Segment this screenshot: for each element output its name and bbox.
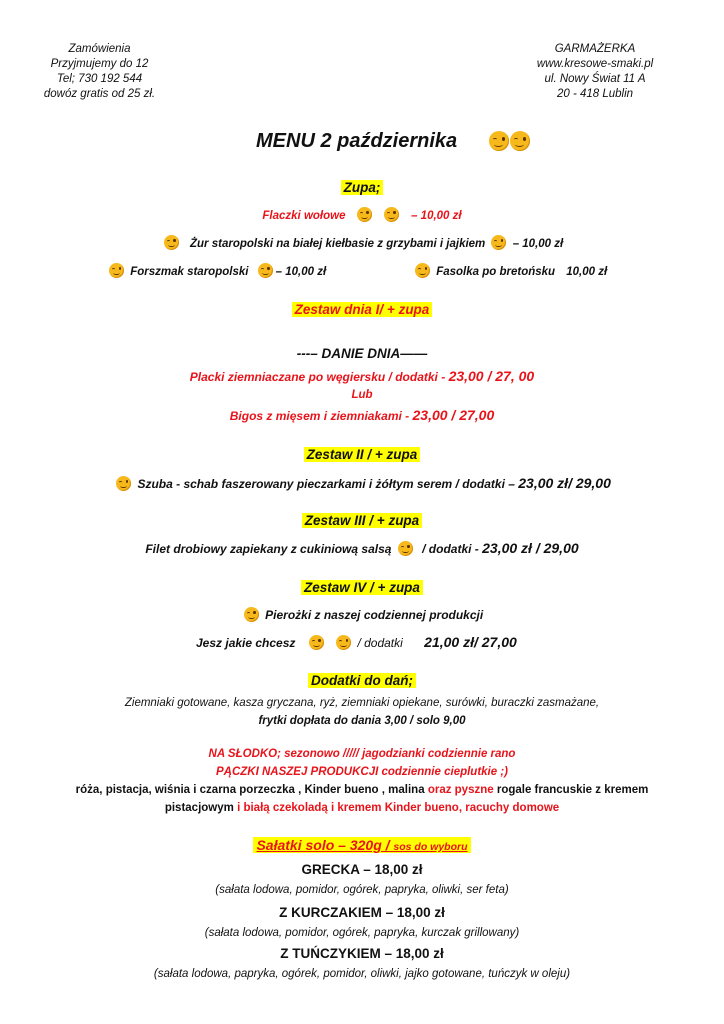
sweets-line1: NA SŁODKO; sezonowo ///// jagodzianki codziennie rano [208,748,516,760]
dish-price: 23,00 zł/ 29,00 [518,475,611,491]
set4-heading-row [0,580,724,595]
sweets-text: pistacjowym [164,802,234,814]
dish-price: 23,00 / 27,00 [412,407,495,423]
salads-heading-text: Sałatki solo – 320g / [256,837,390,853]
wink-emoji-icon [489,131,509,151]
wink-emoji-icon [398,541,413,556]
soup-item-name: Forszmak staropolski [130,266,249,278]
wink-emoji-icon [491,235,506,250]
dish-name: Szuba - schab faszerowany pieczarkami i żółtym serem / dodatki – [137,477,515,491]
dish-price: 23,00 zł / 29,00 [482,540,579,556]
soup-heading: Zupa; [341,180,384,195]
wink-emoji-icon [258,263,273,278]
sides-line1: Ziemniaki gotowane, kasza gryczana, ryż, ziemniaki opiekane, surówki, buraczki zasmażane, [124,697,600,709]
set3-heading: Zestaw III / + zupa [302,513,422,528]
sweets-line3 [0,784,724,796]
company-city: 20 - 418 Lublin [556,88,634,100]
salad-description: (sałata lodowa, pomidor, ogórek, papryka, oliwki, ser feta) [215,884,509,896]
soup-item-price: – 10,00 zł [275,266,327,278]
dish-name: Placki ziemniaczane po węgiersku / dodatki - [189,370,446,384]
dish-extras: / dodatki [357,636,403,650]
set3-line [0,540,724,556]
salads-sauce-note: sos do wyboru [393,841,468,853]
wink-emoji-icon [244,607,259,622]
page-title: MENU 2 października [256,130,458,152]
sides-line2: frytki dopłata do dania 3,00 / solo 9,00 [258,715,466,727]
menu-title-row [256,130,533,153]
company-block [520,42,670,102]
set2-line [0,475,724,491]
orders-hours: Przyjmujemy do 12 [50,58,149,70]
soup-item-name: Fasolka po bretońsku [436,266,556,278]
wink-emoji-icon [415,263,430,278]
soup-item-price: – 10,00 zł [512,238,564,250]
salad-name: Z KURCZAKIEM – 18,00 zł [279,905,445,920]
dish-name: Bigos z mięsem i ziemniakami - [229,409,410,423]
wink-emoji-icon [164,235,179,250]
dish-price: 21,00 zł/ 27,00 [424,634,517,650]
soup-item-price: 10,00 zł [566,266,608,278]
soup-item-zur [0,235,724,250]
set4-line1 [0,607,724,622]
sides-heading: Dodatki do dań; [308,673,416,688]
salad-description: (sałata lodowa, pomidor, ogórek, papryka, kurczak grillowany) [204,927,520,939]
sweets-text: róża, pistacja, wiśnia i czarna porzeczka , Kinder bueno , malina [75,784,425,796]
set4-line2 [196,634,517,650]
or-label: Lub [351,389,373,401]
dish-price: 23,00 / 27, 00 [448,368,535,384]
dish-of-day-heading: ---– DANIE DNIA—— [296,346,428,361]
sweets-text-highlight: oraz pyszne [427,784,494,796]
soup-heading-row [0,180,724,195]
set4-heading: Zestaw IV / + zupa [301,580,423,595]
dish-name: Pierożki z naszej codziennej produkcji [265,608,484,622]
wink-emoji-icon [384,207,399,222]
contact-block [32,42,167,102]
company-website: www.kresowe-smaki.pl [536,58,654,70]
soup-item-fasolka [412,263,607,278]
soup-item-name: Flaczki wołowe [262,210,346,222]
salad-name: Z TUŃCZYKIEM – 18,00 zł [280,946,444,961]
sweets-line4 [0,802,724,814]
soup-item-name: Żur staropolski na białej kiełbasie z grzybami i jajkiem [190,238,486,250]
sides-heading-row [0,673,724,688]
set1-heading-row [0,302,724,317]
dish-name: Jesz jakie chcesz [196,636,296,650]
wink-emoji-icon [116,476,131,491]
sweets-line2: PĄCZKI NASZEJ PRODUKCJI codziennie cieplutkie ;) [215,766,508,778]
soup-item-flaczki [0,207,724,222]
soup-item-price: – 10,00 zł [411,210,462,222]
salad-name: GRECKA – 18,00 zł [301,862,423,877]
company-street: ul. Nowy Świat 11 A [544,73,646,85]
salads-heading-row [0,837,724,853]
dish-extras: / dodatki - [422,542,479,556]
orders-label: Zamówienia [68,43,131,55]
set1-heading: Zestaw dnia I/ + zupa [292,302,433,317]
set2-heading: Zestaw II / + zupa [304,447,421,462]
wink-emoji-icon [510,131,530,151]
sweets-text-highlight: i białą czekoladą i kremem Kinder bueno, racuchy domowe [237,802,560,814]
set2-heading-row [0,447,724,462]
wink-emoji-icon [109,263,124,278]
sweets-text: rogale francuskie z kremem [496,784,649,796]
set3-heading-row [0,513,724,528]
wink-emoji-icon [336,635,351,650]
salad-description: (sałata lodowa, papryka, ogórek, pomidor, oliwki, jajko gotowane, tuńczyk w oleju) [153,968,571,980]
company-name: GARMAŻERKA [554,43,636,55]
dish-name: Filet drobiowy zapiekany z cukiniową salsą [145,542,392,556]
set1-line-placki [0,368,724,384]
wink-emoji-icon [309,635,324,650]
wink-emoji-icon [357,207,372,222]
set1-line-bigos [0,407,724,423]
soup-item-forszmak [106,263,326,278]
delivery-note: dowóz gratis od 25 zł. [43,88,156,100]
phone-number: Tel; 730 192 544 [56,73,143,85]
salads-heading [253,837,470,853]
